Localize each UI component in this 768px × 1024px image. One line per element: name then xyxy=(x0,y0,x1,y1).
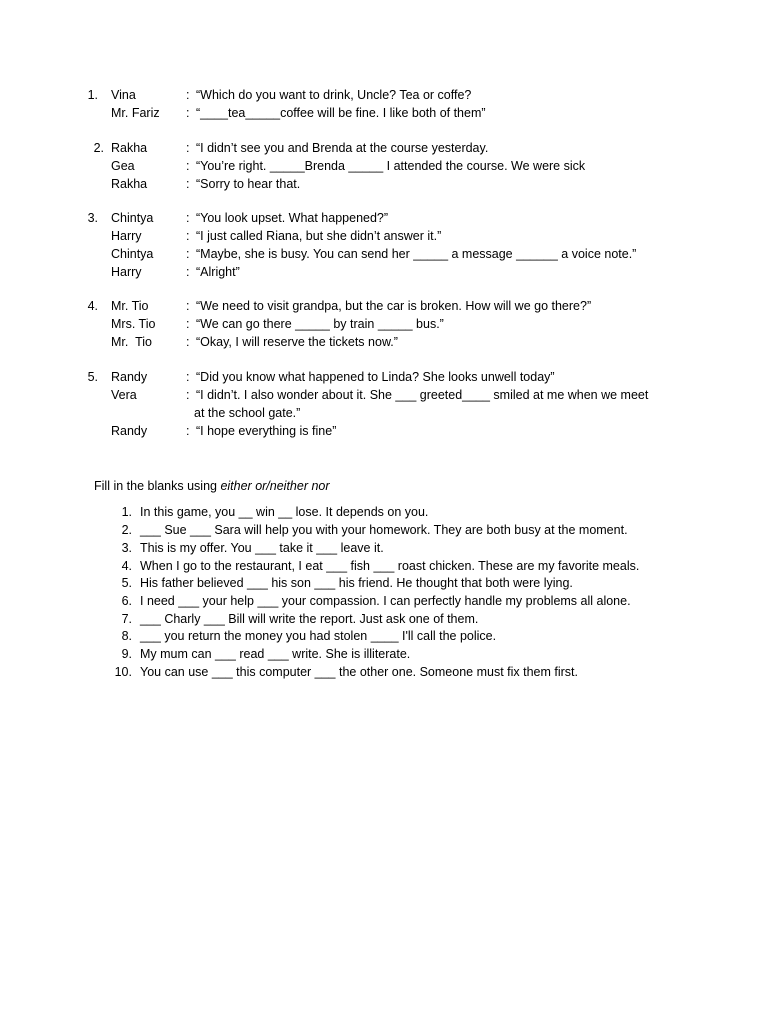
item-number: 6. xyxy=(121,594,132,608)
item-number: 9. xyxy=(121,647,132,661)
dialogue-line xyxy=(0,227,768,245)
list-item xyxy=(0,557,768,575)
dialogue-line xyxy=(0,104,768,122)
dialogue-line xyxy=(0,386,768,404)
list-item xyxy=(0,645,768,663)
dialogue-number: 4. xyxy=(87,299,98,313)
item-number: 4. xyxy=(121,559,132,573)
item-text: When I go to the restaurant, I eat ___ fish ___ roast chicken. These are my favorite meals. xyxy=(140,559,640,573)
colon-separator: : xyxy=(186,247,190,261)
colon-separator: : xyxy=(186,388,190,402)
speaker-name: Mr. Tio xyxy=(111,299,149,313)
speech-text: “____tea_____coffee will be fine. I like both of them” xyxy=(196,106,486,120)
colon-separator: : xyxy=(186,106,190,120)
speech-text: “I hope everything is fine” xyxy=(196,424,337,438)
exercise-instruction xyxy=(94,477,330,495)
speaker-name: Chintya xyxy=(111,211,154,225)
colon-separator: : xyxy=(186,335,190,349)
dialogue-line xyxy=(0,263,768,281)
speech-text: “We need to visit grandpa, but the car is broken. How will we go there?” xyxy=(196,299,592,313)
item-text: ___ you return the money you had stolen ____ I'll call the police. xyxy=(140,629,497,643)
speech-text: “Did you know what happened to Linda? She looks unwell today” xyxy=(196,370,555,384)
item-text: I need ___ your help ___ your compassion. I can perfectly handle my problems all alone. xyxy=(140,594,631,608)
dialogue-line xyxy=(0,422,768,440)
list-item xyxy=(0,521,768,539)
dialogue-line xyxy=(0,209,768,227)
speech-text: “You look upset. What happened?” xyxy=(196,211,389,225)
colon-separator: : xyxy=(186,265,190,279)
speaker-name: Vera xyxy=(111,388,137,402)
item-number: 7. xyxy=(121,612,132,626)
item-text: His father believed ___ his son ___ his friend. He thought that both were lying. xyxy=(140,576,573,590)
speech-text: “We can go there _____ by train _____ bus.” xyxy=(196,317,444,331)
item-number: 8. xyxy=(121,629,132,643)
list-item xyxy=(0,663,768,681)
speaker-name: Randy xyxy=(111,370,148,384)
dialogue-line xyxy=(0,157,768,175)
colon-separator: : xyxy=(186,299,190,313)
item-number: 3. xyxy=(121,541,132,555)
item-number: 5. xyxy=(121,576,132,590)
item-text: In this game, you __ win __ lose. It depends on you. xyxy=(140,505,429,519)
item-number: 10. xyxy=(114,665,132,679)
dialogue-line xyxy=(0,404,768,422)
speaker-name: Mr. Tio xyxy=(111,335,152,349)
speech-text: “Sorry to hear that. xyxy=(196,177,301,191)
instruction-emphasis: either or/neither nor xyxy=(220,479,330,493)
dialogue-line xyxy=(0,245,768,263)
colon-separator: : xyxy=(186,177,190,191)
speaker-name: Vina xyxy=(111,88,136,102)
speech-text: “Maybe, she is busy. You can send her _____ a message ______ a voice note.” xyxy=(196,247,637,261)
dialogue-line xyxy=(0,368,768,386)
instruction-prefix: Fill in the blanks using xyxy=(94,479,221,493)
speech-text: “I didn’t. I also wonder about it. She ___ greeted____ smiled at me when we meet xyxy=(196,388,649,402)
item-text: ___ Sue ___ Sara will help you with your homework. They are both busy at the moment. xyxy=(140,523,628,537)
speaker-name: Harry xyxy=(111,229,142,243)
speech-text: “I just called Riana, but she didn’t answer it.” xyxy=(196,229,442,243)
speaker-name: Rakha xyxy=(111,177,148,191)
item-text: ___ Charly ___ Bill will write the report. Just ask one of them. xyxy=(140,612,479,626)
speaker-name: Rakha xyxy=(111,141,148,155)
dialogue-line xyxy=(0,139,768,157)
item-text: You can use ___ this computer ___ the other one. Someone must fix them first. xyxy=(140,665,578,679)
colon-separator: : xyxy=(186,211,190,225)
colon-separator: : xyxy=(186,229,190,243)
item-number: 1. xyxy=(121,505,132,519)
speaker-name: Mr. Fariz xyxy=(111,106,160,120)
speech-text: “You’re right. _____Brenda _____ I attended the course. We were sick xyxy=(196,159,586,173)
speaker-name: Gea xyxy=(111,159,135,173)
colon-separator: : xyxy=(186,141,190,155)
speech-continuation: at the school gate.” xyxy=(194,406,301,420)
dialogue-number: 3. xyxy=(87,211,98,225)
speech-text: “Alright” xyxy=(196,265,240,279)
speaker-name: Randy xyxy=(111,424,148,438)
colon-separator: : xyxy=(186,88,190,102)
speaker-name: Harry xyxy=(111,265,142,279)
dialogue-line xyxy=(0,333,768,351)
item-text: This is my offer. You ___ take it ___ leave it. xyxy=(140,541,384,555)
colon-separator: : xyxy=(186,370,190,384)
dialogue-line xyxy=(0,315,768,333)
list-item xyxy=(0,503,768,521)
dialogue-number: 1. xyxy=(87,88,98,102)
dialogue-line xyxy=(0,86,768,104)
list-item xyxy=(0,610,768,628)
list-item xyxy=(0,592,768,610)
speech-text: “I didn’t see you and Brenda at the course yesterday. xyxy=(196,141,489,155)
dialogue-number: 2. xyxy=(93,141,104,155)
colon-separator: : xyxy=(186,317,190,331)
speech-text: “Which do you want to drink, Uncle? Tea or coffe? xyxy=(196,88,472,102)
list-item xyxy=(0,627,768,645)
list-item xyxy=(0,539,768,557)
colon-separator: : xyxy=(186,159,190,173)
colon-separator: : xyxy=(186,424,190,438)
dialogue-number: 5. xyxy=(87,370,98,384)
speaker-name: Chintya xyxy=(111,247,154,261)
speech-text: “Okay, I will reserve the tickets now.” xyxy=(196,335,398,349)
list-item xyxy=(0,574,768,592)
dialogue-line xyxy=(0,175,768,193)
item-text: My mum can ___ read ___ write. She is illiterate. xyxy=(140,647,411,661)
item-number: 2. xyxy=(121,523,132,537)
dialogue-line xyxy=(0,297,768,315)
speaker-name: Mrs. Tio xyxy=(111,317,156,331)
